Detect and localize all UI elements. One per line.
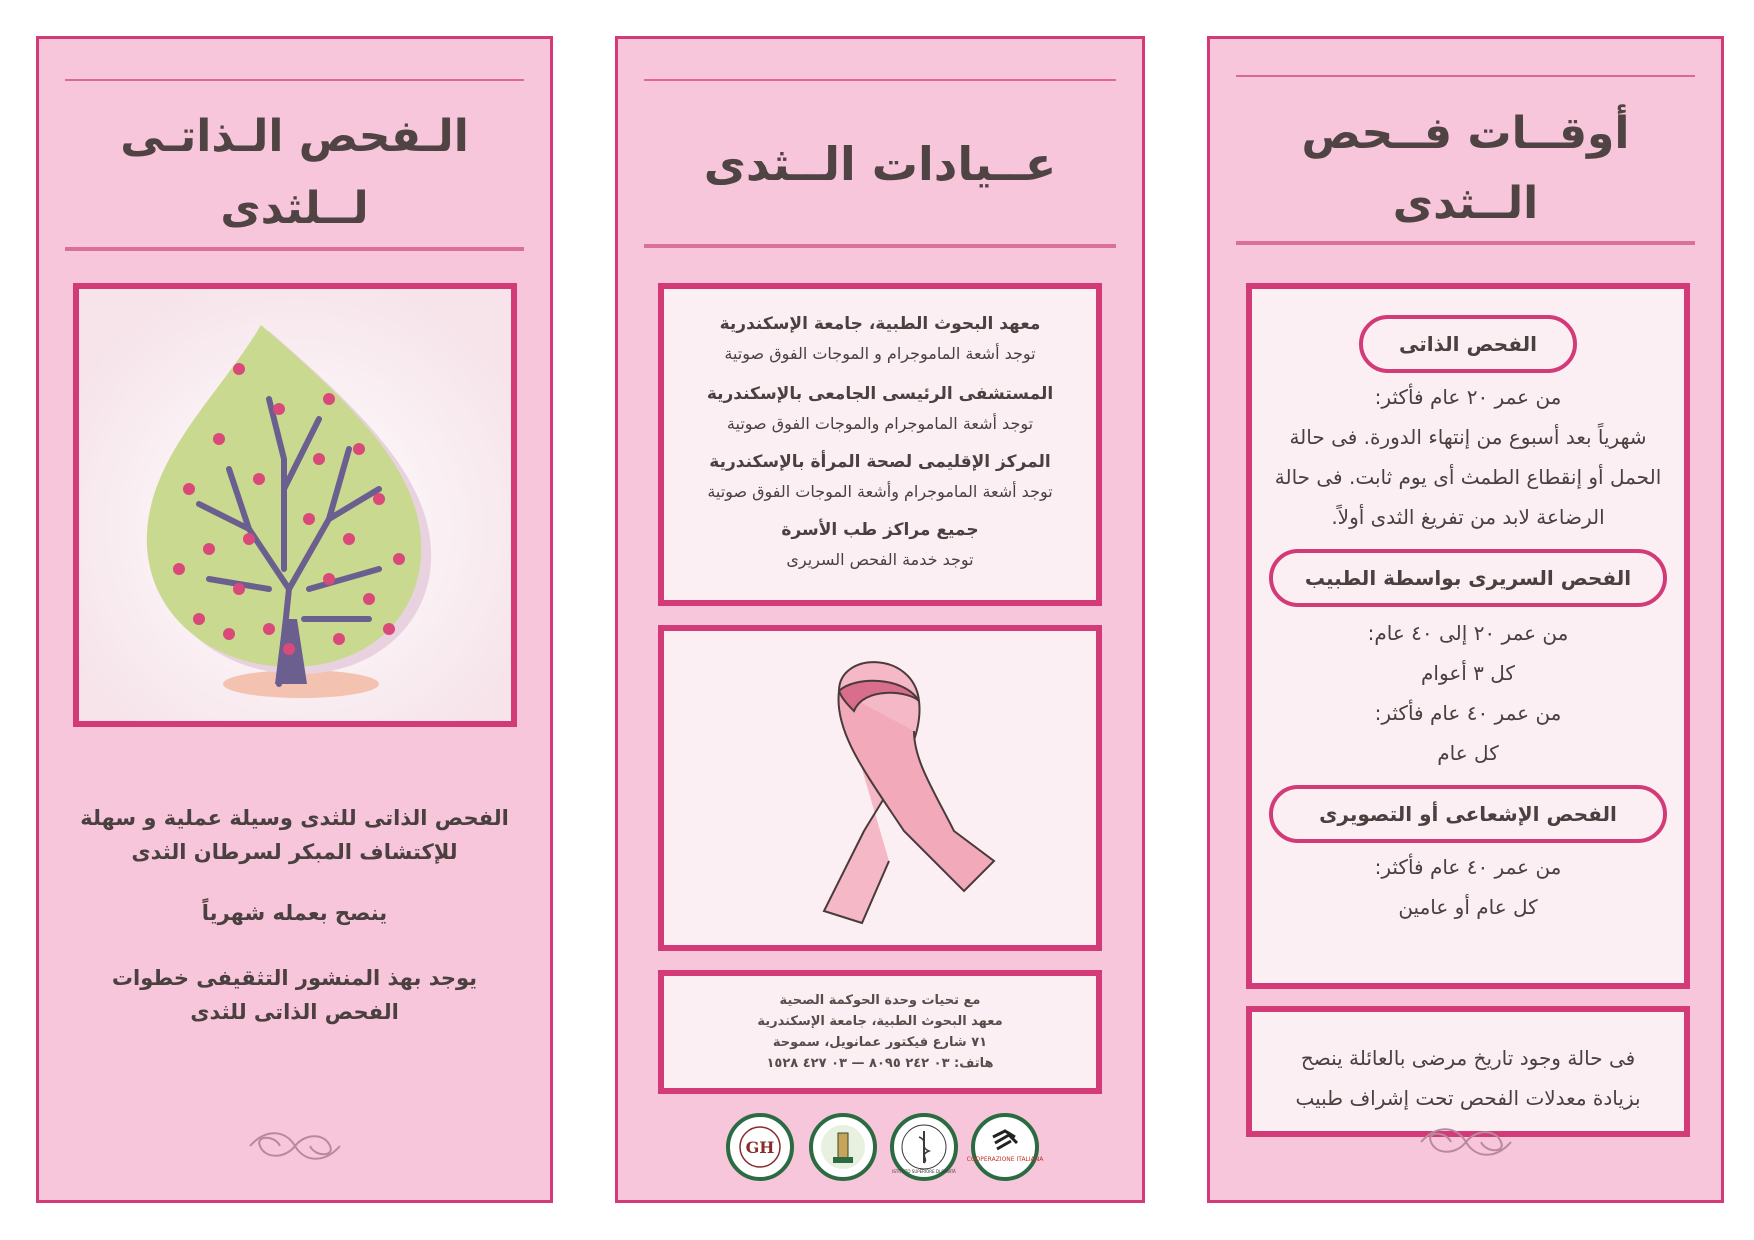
top-divider xyxy=(644,79,1116,81)
intro-line-2: للإكتشاف المبكر لسرطان الثدى xyxy=(131,840,458,864)
svg-text:GH: GH xyxy=(745,1138,775,1157)
title-divider xyxy=(1236,241,1695,245)
clinic-name: معهد البحوث الطبية، جامعة الإسكندرية xyxy=(719,314,1041,334)
steps-note-text xyxy=(49,961,540,1029)
footer-line-3: ٧١ شارع فيكتور عمانويل، سموحة xyxy=(772,1035,988,1050)
radiology-exam-details xyxy=(1252,847,1684,927)
clinic-item-3 xyxy=(664,447,1096,507)
detail-line: كل عام xyxy=(1437,741,1499,765)
detail-line: كل عام أو عامين xyxy=(1398,895,1538,919)
self-exam-details xyxy=(1252,377,1684,537)
detail-line: من عمر ٤٠ عام فأكثر: xyxy=(1374,701,1562,725)
middle-panel xyxy=(615,36,1145,1203)
family-history-note xyxy=(1252,1038,1684,1118)
ribbon-box xyxy=(658,625,1102,951)
cooperazione-italiana-logo xyxy=(966,1113,1044,1181)
clinic-name: المستشفى الرئيسى الجامعى بالإسكندرية xyxy=(706,384,1054,404)
istituto-superiore-di-sanita-logo xyxy=(890,1113,958,1181)
title-line-2: الــثدى xyxy=(1392,178,1539,229)
title-line-2: لــلثدى xyxy=(220,183,369,234)
left-panel-title xyxy=(39,101,550,245)
detail-line: الرضاعة لابد من تفريغ الثدى أولاً. xyxy=(1331,505,1605,529)
steps-line-1: يوجد بهذ المنشور التثقيفى خطوات xyxy=(111,966,478,990)
clinic-item-4 xyxy=(664,515,1096,575)
flourish-ornament xyxy=(1416,1125,1516,1159)
footer-box xyxy=(658,970,1102,1094)
monthly-advice-text: ينصح بعمله شهرياً xyxy=(201,901,388,925)
note-line-2: بزيادة معدلات الفحص تحت إشراف طبيب xyxy=(1295,1086,1641,1110)
clinic-item-2 xyxy=(664,379,1096,439)
alexandria-governorate-logo xyxy=(809,1113,877,1181)
top-divider xyxy=(1236,75,1695,77)
steps-line-2: الفحص الذاتى للثدى xyxy=(190,1000,399,1024)
iss-logo-text: ISTITUTO SUPERIORE DI SANITÀ xyxy=(892,1169,956,1174)
intro-text xyxy=(49,801,540,869)
detail-line: شهرياً بعد أسبوع من إنتهاء الدورة. فى حالة xyxy=(1289,425,1647,449)
footer-phone-line: هاتف: ٠٣ ٢٤٢ ٨٠٩٥ — ٠٣ ٤٢٧ ١٥٢٨ xyxy=(766,1056,994,1071)
clinic-name: المركز الإقليمى لصحة المرأة بالإسكندرية xyxy=(709,452,1051,472)
clinic-service: توجد خدمة الفحص السريرى xyxy=(786,550,974,569)
self-exam-heading: الفحص الذاتى xyxy=(1359,315,1577,373)
note-line-1: فى حالة وجود تاريخ مرضى بالعائلة ينصح xyxy=(1300,1046,1636,1070)
top-divider xyxy=(65,79,524,81)
intro-line-1: الفحص الذاتى للثدى وسيلة عملية و سهلة xyxy=(80,806,509,830)
flourish-ornament xyxy=(245,1129,345,1163)
detail-line: من عمر ٢٠ عام فأكثر: xyxy=(1374,385,1562,409)
detail-line: من عمر ٢٠ إلى ٤٠ عام: xyxy=(1367,621,1569,645)
detail-line: من عمر ٤٠ عام فأكثر: xyxy=(1374,855,1562,879)
pink-ribbon-icon xyxy=(664,631,1096,945)
clinics-box xyxy=(658,283,1102,606)
title-divider xyxy=(644,244,1116,248)
title-line-1: الـفحص الـذاتـى xyxy=(120,111,469,162)
tree-illustration-box xyxy=(73,283,517,727)
detail-line: الحمل أو إنقطاع الطمث أى يوم ثابت. فى حالة xyxy=(1274,465,1662,489)
title-divider xyxy=(65,247,524,251)
clinical-exam-heading: الفحص السريرى بواسطة الطبيب xyxy=(1269,549,1667,607)
clinic-service: توجد أشعة الماموجرام و الموجات الفوق صوتية xyxy=(724,344,1036,363)
clinic-service: توجد أشعة الماموجرام والموجات الفوق صوتية xyxy=(726,414,1034,433)
hospital-logo xyxy=(726,1113,794,1181)
clinical-exam-details xyxy=(1252,613,1684,773)
family-history-note-box xyxy=(1246,1006,1690,1137)
left-panel xyxy=(36,36,553,1203)
footer-line-2: معهد البحوث الطبية، جامعة الإسكندرية xyxy=(757,1014,1003,1029)
detail-line: كل ٣ أعوام xyxy=(1421,661,1515,685)
clinic-service: توجد أشعة الماموجرام وأشعة الموجات الفوق صوتية xyxy=(707,482,1053,501)
schedule-box xyxy=(1246,283,1690,989)
right-panel-title xyxy=(1210,99,1721,239)
ribbon-tree-illustration xyxy=(79,289,511,721)
radiology-exam-heading: الفحص الإشعاعى أو التصويرى xyxy=(1269,785,1667,843)
middle-panel-title: عــيادات الــثدى xyxy=(703,137,1057,191)
clinic-item-1 xyxy=(664,309,1096,369)
footer-text xyxy=(664,990,1096,1074)
footer-line-1: مع تحيات وحدة الحوكمة الصحية xyxy=(779,993,981,1008)
cooperazione-logo-text: COOPERAZIONE ITALIANA xyxy=(966,1156,1044,1163)
clinic-name: جميع مراكز طب الأسرة xyxy=(781,520,979,540)
title-line-1: أوقــات فــحص xyxy=(1301,108,1630,159)
right-panel xyxy=(1207,36,1724,1203)
